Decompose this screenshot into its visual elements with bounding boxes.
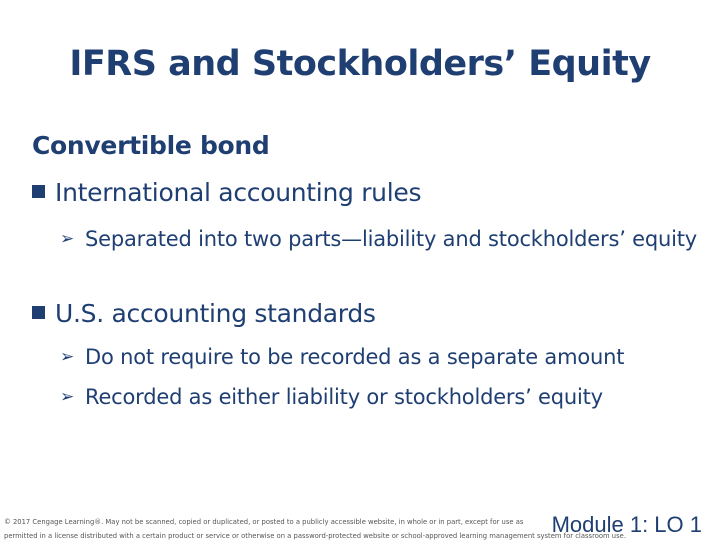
arrow-bullet-icon: ➢	[60, 387, 75, 407]
sub-bullet-text: Do not require to be recorded as a separate amount	[85, 345, 625, 369]
bullet-text: U.S. accounting standards	[55, 299, 376, 328]
sub-bullet-text: Separated into two parts—liability and stockholders’ equity	[85, 227, 697, 251]
sub-bullet	[60, 343, 710, 372]
copyright-line-2: permitted in a license distributed with a certain product or service or otherwise on a password-protected website or school-approved learning management system for classroom use.	[4, 532, 627, 540]
square-bullet-icon	[32, 185, 45, 198]
slide-title: IFRS and Stockholders’ Equity	[69, 44, 651, 84]
bullet-us-gaap	[32, 299, 376, 328]
square-bullet-icon	[32, 306, 45, 319]
module-label: Module 1: LO 1	[551, 512, 702, 537]
arrow-bullet-icon: ➢	[60, 347, 75, 367]
bullet-ifrs	[32, 178, 421, 207]
section-heading: Convertible bond	[32, 131, 270, 160]
copyright-line-1: © 2017 Cengage Learning®. May not be scanned, copied or duplicated, or posted to a publicly accessible website, in whole or in part, except for use as	[4, 518, 524, 526]
sub-bullet	[60, 225, 710, 254]
sub-bullet-text: Recorded as either liability or stockholders’ equity	[85, 385, 603, 409]
arrow-bullet-icon: ➢	[60, 229, 75, 249]
bullet-text: International accounting rules	[55, 178, 422, 207]
sub-bullet	[60, 383, 710, 412]
